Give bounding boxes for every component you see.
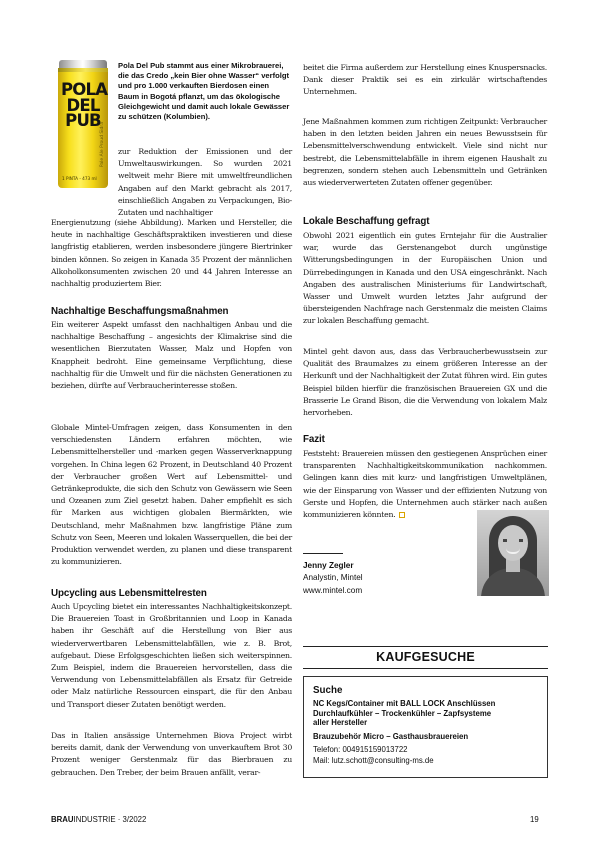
footer-publication [51, 815, 146, 824]
classifieds-title: KAUFGESUCHE [376, 650, 475, 664]
paragraph: Jene Maßnahmen kommen zum richtigen Zeitpunkt: Verbraucher haben in den letzten beiden Jahren ein neues Bewusstsein für Lebensmittelverschwendung entwickelt. Viele sind nicht nur bestrebt, die Lebensmittelabfälle in ihrem eigenen Haushalt zu begrenzen, sondern stehen auch Lebensmitteln und Getränken aus wiederverwerteten Zutaten offener gegenüber. [303, 117, 547, 188]
paragraph: Mintel geht davon aus, dass das Verbraucherbewusstsein zur Qualität des Braumalzes zu einem größeren Interesse an der Herkunft und der Nachhaltigkeit der Zutat führen wird. Ein gutes Beispiel bilden hierfür die französischen Brauereien GX und die Brasserie Le Grand Bison, die die Verwendung von lokalem Malz hervorheben. [303, 347, 547, 418]
footer-issue: · 3/2022 [115, 815, 147, 824]
author-website[interactable]: www.mintel.com [303, 585, 363, 595]
can-logo-line: DEL [66, 95, 100, 115]
paragraph: Das in Italien ansässige Unternehmen Biova Project wirbt bereits damit, dank der Verwendung von unverkauftem Brot 30 Prozent weniger Gerstenmalz für das Bierbrauen zu gebrauchen. Den Treber, der beim Brauen anfällt, verar- [51, 731, 292, 777]
footer-brand-rest: INDUSTRIE [73, 815, 116, 824]
image-caption: Pola Del Pub stammt aus einer Mikrobrauerei, die das Credo „kein Bier ohne Wasser“ verfolgt und pro 1.000 verkauften Bierdosen einen Baum in Bogotá pflanzt, um das ökologische Gleichgewicht und damit auch lokale Gewässer zu schützen (Kolumbien). [118, 61, 290, 122]
can-side-text: Pale Ale Proud Sidra [100, 122, 105, 168]
classifieds-rule-top [303, 646, 548, 647]
ad-phone: Telefon: 004915159013722 [313, 745, 408, 755]
ad-heading: Suche [313, 685, 343, 696]
intro-text: zur Reduktion der Emissionen und der Umweltauswirkungen. So wurden 2021 weltweit mehr Biere mit umweltfreundlichen Angaben auf den Markt gebracht als 2017, einschließlich Angaben zu Verpackungen, Bio-Zutaten und nachhaltiger [118, 147, 292, 218]
classified-ad-box [303, 676, 548, 778]
can-volume: 1 PINTA - 473 ml [62, 176, 97, 181]
section-heading: Fazit [303, 434, 325, 445]
can-logo-line: POLA [61, 80, 108, 99]
ad-line: Durchlaufkühler – Trockenkühler – Zapfsysteme [313, 708, 492, 718]
ad-company: Brauzubehör Micro – Gasthausbrauereien [313, 731, 469, 741]
author-role: Analystin, Mintel [303, 573, 363, 583]
author-block [303, 560, 363, 597]
ad-line: aller Hersteller [313, 718, 368, 728]
paragraph-text: Feststeht: Brauereien müssen den gestiegenen Ansprüchen einer transparenten Nachhaltigkeitskommunikation nachkommen. Gelingen kann dies mit kurz- und langfristigen Umweltplänen, wie der Einsparung von Wasser und der effizienten Nutzung von Gerste und Hopfen, die Unternehmen auch stärker nach außen kommunizieren könnten. [303, 449, 547, 520]
paragraph: Globale Mintel-Umfragen zeigen, dass Konsumenten in den verschiedensten Ländern erfahren möchten, wie Lebensmittelhersteller und -marken gegen Wasserverknappung vorgehen. In China legen 62 Prozent, in Deutschland 40 Prozent der Verbraucher großen Wert auf Lebensmittel- und Getränkeprodukte, die sich den Schutz von Gewässern wie Seen und Ozeanen zum Ziel gesetzt haben. Daher empfiehlt es sich für Marken aus wichtigen globalen Biermärkten, wie Deutschland, mehr Maßnahmen bzw. langfristige Pläne zum Schutz von Seen, Meeren und lokalen Wasserquellen, die bei der Produktion verwendet werden, zu planen und diese transparent zu kommunizieren. [51, 423, 292, 567]
page-number: 19 [530, 815, 539, 824]
section-heading: Nachhaltige Beschaffungsmaßnahmen [51, 306, 229, 317]
section-heading: Lokale Beschaffung gefragt [303, 216, 430, 227]
footer-brand-bold: BRAU [51, 815, 74, 824]
author-divider [303, 553, 343, 554]
can-logo-line: PUB [65, 111, 101, 130]
paragraph: Obwohl 2021 eigentlich ein gutes Erntejahr für die Australier war, wurde das Gerstenangebot durch ungünstige Witterungsbedingungen in der Europäischen Union und Dürrebedingungen in Kanada und den USA eingeschränkt. Nach Angaben des australischen Ministeriums für Landwirtschaft, Wasser und Umwelt wurden letztes Jahr aufgrund der übersteigenden Nachfrage nach Gerstenmalz die meisten Claims zur lokalen Beschaffung gemacht. [303, 231, 547, 326]
beer-can-image [58, 60, 108, 192]
author-photo [477, 510, 549, 596]
section-heading: Upcycling aus Lebensmittelresten [51, 588, 207, 599]
paragraph: Ein weiterer Aspekt umfasst den nachhaltigen Anbau und die nachhaltige Beschaffung – angesichts der Klimakrise sind die wesentlichen Bierzutaten Wasser, Malz und Hopfen von Knappheit bedroht. Eine gemeinsame Verpflichtung, diese nachhaltig für die Umwelt und für die nächsten Generationen zu beziehen, dürfte auf Verbraucherinteresse stoßen. [51, 320, 292, 391]
paragraph: beitet die Firma außerdem zur Herstellung eines Knuspersnacks. Dank dieser Praktik sei es ein zirkulär wirtschaftendes Unternehmen. [303, 63, 547, 97]
can-logo [61, 80, 108, 130]
ad-email[interactable]: Mail: lutz.schott@consulting-ms.de [313, 755, 434, 765]
end-mark-icon [399, 512, 405, 518]
ad-line: NC Kegs/Container mit BALL LOCK Anschlüssen [313, 699, 496, 708]
classifieds-rule-bottom [303, 668, 548, 669]
author-name: Jenny Zegler [303, 561, 354, 570]
intro-text-continued: Energienutzung (siehe Abbildung). Marken und Hersteller, die heute in nachhaltige Geschäftspraktiken investieren und diese langfristig etablieren, werden insbesondere jüngere Biertrinker binden können. So zeigen in Kanada 35 Prozent der männlichen Alkoholkonsumenten zwischen 20 und 44 Jahren Interesse an nachhaltig produziertem Bier. [51, 218, 292, 289]
paragraph: Auch Upcycling bietet ein interessantes Nachhaltigkeitskonzept. Die Brauereien Toast in Großbritannien und Loop in Kanada haben ihr Geschäft auf die Herstellung von Bier aus wiederverwertbaren Lebensmittelabfällen, wie z. B. Brot, aufgebaut. Diese Erfolgsgeschichten ließen sich weiterspinnen. Zum Beispiel, indem die Brauereien hervorstellen, dass die Verwendung von Lebensmittelabfällen als Ersatz für Getreide oder Malz natürliche Ressourcen einspart, die für den Anbau und Transport dieser Zutaten benötigt werden. [51, 602, 292, 709]
